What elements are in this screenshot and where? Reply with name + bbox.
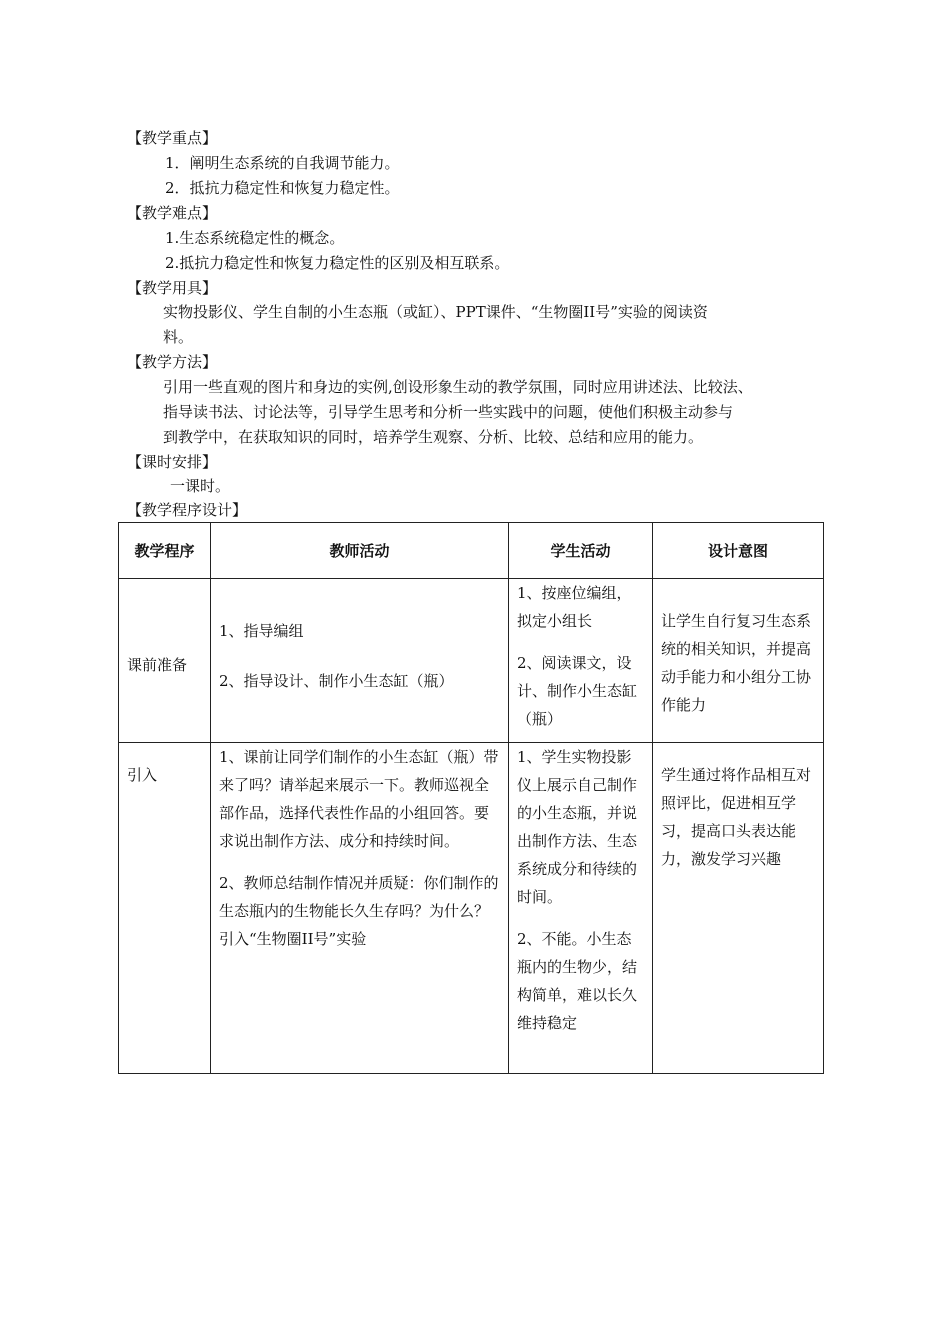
lesson-design-table [118,522,824,1074]
intent-text: 学生通过将作品相互对照评比，促进相互学习，提高口头表达能力，激发学习兴趣 [661,766,812,868]
header-stage: 教学程序 [119,523,211,579]
method-line-2: 指导读书法、讨论法等，引导学生思考和分析一些实践中的问题，使他们积极主动参与 [163,403,734,421]
teacher-item-1: 1、课前让同学们制作的小生态缸（瓶）带来了吗？请举起来展示一下。教师巡视全部作品，选择代表性作品的小组回答。要求说出制作方法、成分和持续时间。 [219,748,499,850]
student-cell [509,743,653,1074]
table-header-row [119,523,824,579]
teacher-item-1: 1、指导编组 [219,622,304,640]
schedule-text: 一课时。 [170,477,231,495]
tools-line-2: 料。 [163,328,194,346]
student-item-1: 1、学生实物投影仪上展示自己制作的小生态瓶，并说出制作方法、生态系统成分和待续的时间。 [517,748,638,906]
method-heading: 【教学方法】 [127,353,218,371]
header-student: 学生活动 [509,523,653,579]
method-line-3: 到教学中，在获取知识的同时，培养学生观察、分析、比较、总结和应用的能力。 [163,428,704,446]
intent-text: 让学生自行复习生态系统的相关知识，并提高动手能力和小组分工协作能力 [661,612,812,714]
table-row [119,579,824,743]
stage-label: 引入 [127,766,158,784]
focus-item-2: 2．抵抗力稳定性和恢复力稳定性。 [165,179,400,197]
difficulty-heading: 【教学难点】 [127,204,218,222]
teacher-cell [211,743,509,1074]
difficulty-item-1: 1.生态系统稳定性的概念。 [165,229,345,247]
tools-heading: 【教学用具】 [127,279,218,297]
difficulty-item-2: 2.抵抗力稳定性和恢复力稳定性的区别及相互联系。 [165,254,510,272]
method-line-1: 引用一些直观的图片和身边的实例,创设形象生动的教学氛围，同时应用讲述法、比较法、 [163,378,753,396]
design-heading: 【教学程序设计】 [127,501,248,519]
student-item-1: 1、按座位编组，拟定小组长 [517,584,632,630]
student-item-2: 2、不能。小生态瓶内的生物少，结构简单，难以长久维持稳定 [517,930,638,1032]
header-intent: 设计意图 [653,523,824,579]
tools-line-1: 实物投影仪、学生自制的小生态瓶（或缸）、PPT课件、“生物圈II号”实验的阅读资 [163,303,708,321]
stage-cell [119,579,211,743]
header-teacher: 教师活动 [211,523,509,579]
stage-label: 课前准备 [127,656,188,674]
intent-cell [653,743,824,1074]
intent-cell [653,579,824,743]
teacher-item-2: 2、教师总结制作情况并质疑：你们制作的生态瓶内的生物能长久生存吗？为什么？引入“生物圈II号”实验 [219,874,499,948]
student-cell [509,579,653,743]
stage-cell [119,743,211,1074]
table-row [119,743,824,1074]
focus-item-1: 1．阐明生态系统的自我调节能力。 [165,154,400,172]
teacher-item-2: 2、指导设计、制作小生态缸（瓶） [219,672,454,690]
teacher-cell [211,579,509,743]
focus-heading: 【教学重点】 [127,129,218,147]
student-item-2: 2、阅读课文，设计、制作小生态缸（瓶） [517,654,638,728]
schedule-heading: 【课时安排】 [127,453,218,471]
